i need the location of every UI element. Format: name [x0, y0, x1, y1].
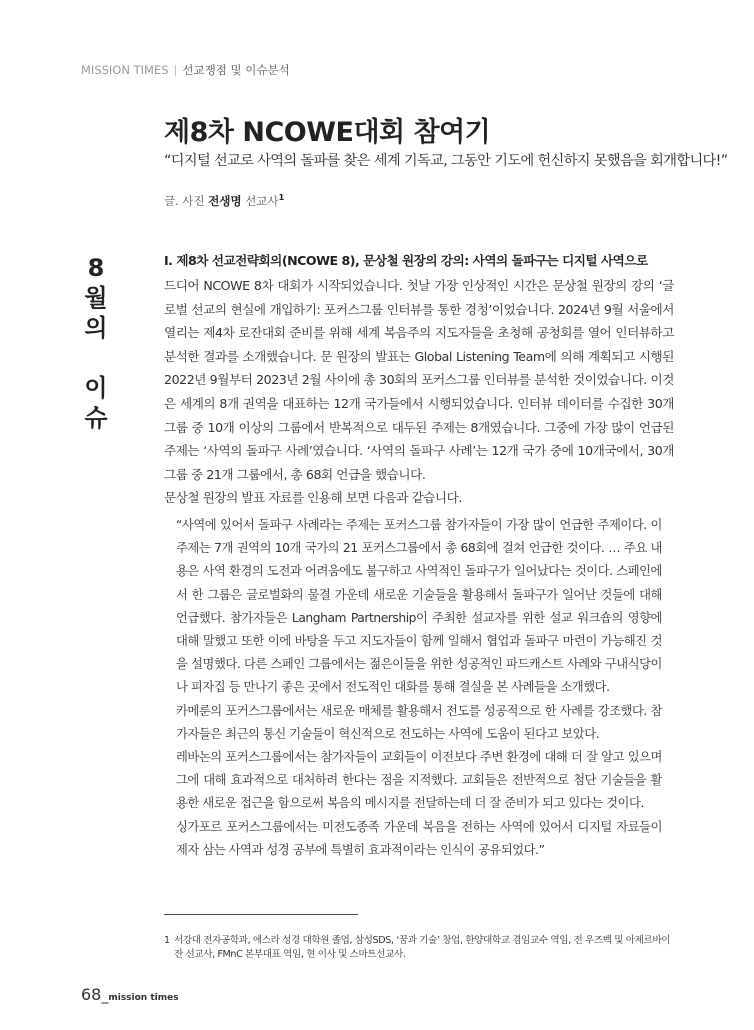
article-body	[164, 251, 674, 862]
quote-paragraph: 레바논의 포커스그룹에서는 참가자들이 교회들이 이전보다 주변 환경에 대해 더 잘 알고 있으며 그에 대해 효과적으로 대처하려 한다는 점을 지적했다. 교회들은 전반적으로 첨단 기술들을 활용한 새로운 접근을 함으로써 복음의 메시지를 전달하는데 더 잘 준비가 되고 있다는 것이다.	[176, 749, 662, 811]
vertical-section-label	[76, 253, 116, 433]
section-name: 선교쟁점 및 이슈분석	[182, 63, 290, 77]
block-quote	[176, 514, 662, 862]
footnote-divider	[164, 914, 358, 915]
footnote-number: 1	[164, 935, 170, 946]
byline-label: 글. 사진	[164, 194, 205, 208]
footnote-text: 서강대 전자공학과, 에스라 성경 대학원 졸업, 삼성SDS, ‘꿈과 기술’ 창업, 한양대학교 겸임교수 역임, 전 우즈벡 및 아제르바이잔 선교사, FMnC 본부대표 역임, 현 이사 및 스마트선교사.	[174, 935, 671, 960]
footer-underscore: _	[101, 988, 109, 1004]
footnote-reference: 1	[278, 193, 285, 203]
vertical-char: 8	[87, 254, 105, 282]
header-separator: |	[173, 63, 178, 77]
page-footer	[81, 985, 179, 1004]
footer-magazine: mission times	[108, 993, 179, 1003]
running-header	[81, 62, 290, 78]
footnote	[164, 934, 676, 962]
quote-paragraph: 싱가포르 포커스그룹에서는 미전도종족 가운데 복음을 전하는 사역에 있어서 디지털 자료들이 제자 삼는 사역과 성경 공부에 특별히 효과적이라는 인식이 공유되었다.”	[176, 819, 662, 857]
quote-intro: 문상철 원장의 발표 자료를 인용해 보면 다음과 같습니다.	[164, 490, 462, 506]
vertical-char: 월	[84, 284, 108, 312]
author-name: 전생명	[208, 194, 242, 208]
article-title: 제8차 NCOWE대회 참여기	[164, 117, 491, 148]
vertical-char: 슈	[84, 404, 108, 432]
vertical-char: 의	[84, 314, 108, 342]
byline	[164, 193, 284, 209]
vertical-char: 이	[84, 374, 108, 402]
page-number: 68	[81, 985, 102, 1004]
magazine-name: MISSION TIMES	[81, 63, 169, 77]
section-heading: I. 제8차 선교전략회의(NCOWE 8), 문상철 원장의 강의: 사역의 돌파구는 디지털 사역으로	[164, 253, 648, 268]
quote-paragraph: “사역에 있어서 돌파구 사례라는 주제는 포커스그룹 참가자들이 가장 많이 언급한 주제이다. 이 주제는 7개 권역의 10개 국가의 21 포커스그룹에서 총 68회에 걸쳐 언급한 것이다. … 주요 내용은 사역 환경의 도전과 어려움에도 불구하고 사역적인 돌파구가 일어났다는 것이다. 스페인에서 한 그룹은 글로벌화의 물결 가운데 새로운 기술들을 활용해서 돌파구가 일어난 것들에 대해 언급했다. 참가자들은 Langham Partnership이 주최한 설교자를 위한 설교 워크숍의 영향에 대해 말했고 또한 이에 바탕을 두고 지도자들이 함께 일해서 협업과 돌파구 마련이 가능해진 것을 설명했다. 다른 스페인 그룹에서는 젊은이들을 위한 성공적인 파드캐스트 사례와 구내식당이나 피자집 등 만나기 좋은 곳에서 전도적인 대화를 통해 결실을 본 사례들을 소개했다.	[176, 517, 662, 695]
quote-paragraph: 카메룬의 포커스그룹에서는 새로운 매체를 활용해서 전도를 성공적으로 한 사례를 강조했다. 참가자들은 최근의 통신 기술들이 혁신적으로 전도하는 사역에 도움이 된다고 보았다.	[176, 703, 662, 741]
author-role: 선교사	[245, 194, 279, 208]
article-subtitle: “디지털 선교로 사역의 돌파를 찾은 세계 기독교, 그동안 기도에 헌신하지 못했음을 회개합니다!”	[164, 153, 728, 169]
body-paragraph: 드디어 NCOWE 8차 대회가 시작되었습니다. 첫날 가장 인상적인 시간은 문상철 원장의 강의 ‘글로벌 선교의 현실에 개입하기: 포커스그룹 인터뷰를 통한 경청’이었습니다. 2024년 9월 서울에서 열리는 제4차 로잔대회 준비를 위해 세계 복음주의 지도자들을 초청해 공청회를 열어 인터뷰하고 분석한 결과를 소개했습니다. 문 원장의 발표는 Global Listening Team에 의해 계획되고 시행된 2022년 9월부터 2023년 2월 사이에 총 30회의 포커스그룹 인터뷰를 분석한 것이었습니다. 이것은 세계의 8개 권역을 대표하는 12개 국가들에서 시행되었습니다. 인터뷰 데이터를 수집한 30개 그룹 중 10개 이상의 그룹에서 반복적으로 대두된 주제는 8개였습니다. 그중에 가장 많이 언급된 주제는 ‘사역의 돌파구 사례’였습니다. ‘사역의 돌파구 사례’는 12개 국가 중에 10개국에서, 30개 그룹 중 21개 그룹에서, 총 68회 언급을 했습니다.	[164, 278, 674, 482]
